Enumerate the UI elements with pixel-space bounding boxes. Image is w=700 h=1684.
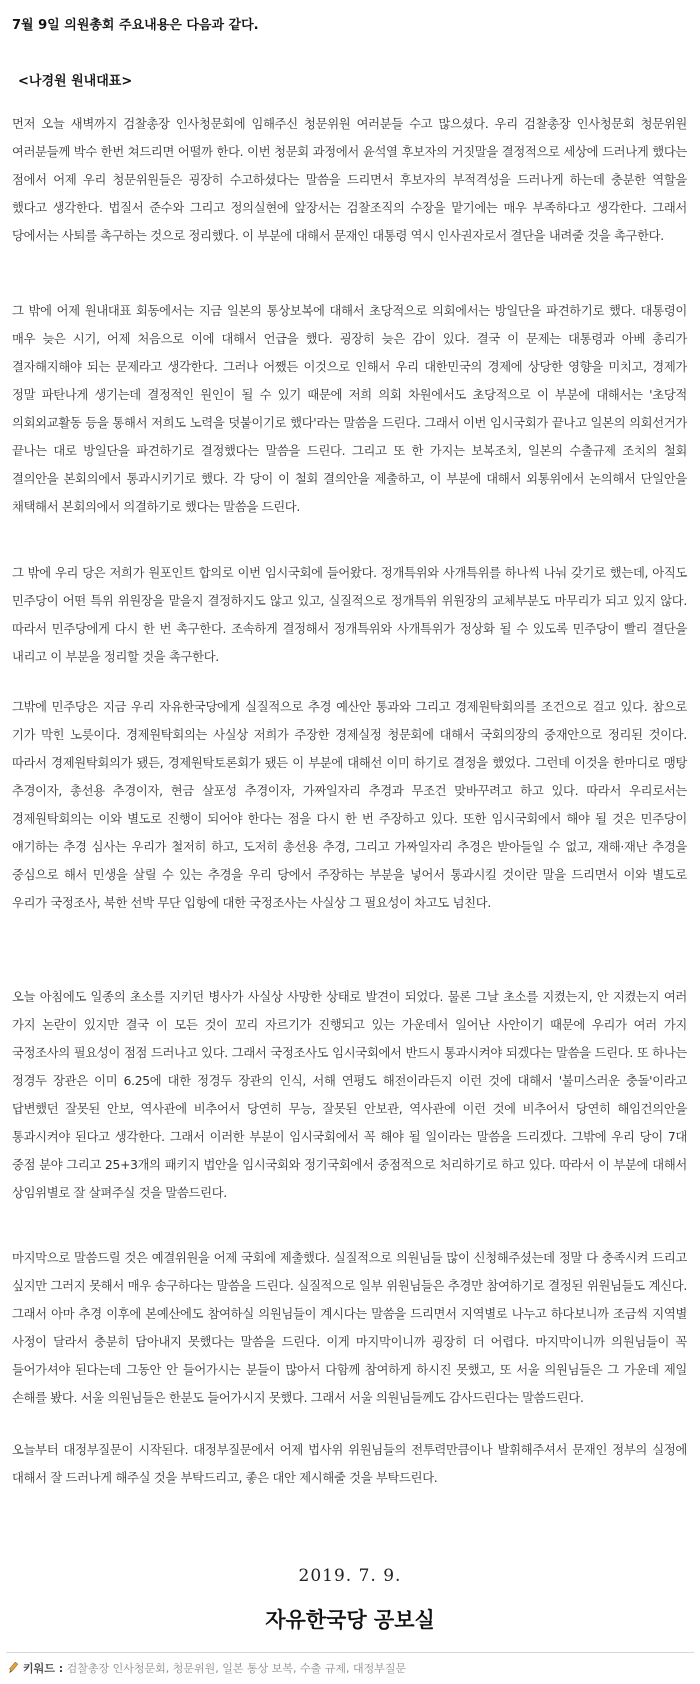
body-paragraph: 그 밖에 어제 원내대표 회동에서는 지금 일본의 통상보복에 대해서 초당적으로 의회에서는 방일단을 파견하기로 했다. 대통령이 매우 늦은 시기, 어제 처음으로 이에 대해서 언급을 했다. 굉장히 늦은 감이 있다. 결국 이 문제는 대통령과 아베 총리가 결자해지해야 되는 문제라고 생각한다. 그러나 어쨌든 이것으로 인해서 우리 대한민국의 경제에 상당한 영향을 미치고, 경제가 정말 파탄나게 생기는데 결정적인 원인이 될 수 있기 때문에 저희 의회 차원에서도 초당적으로 이 부분에 대해서는 '초당적 의회외교활동 등을 통해서 저희도 노력을 덧붙이기로 했다'라는 말씀을 드린다. 그래서 이번 임시국회가 끝나고 일본의 의회선거가 끝나는 대로 방일단을 파견하기로 결정했다는 말씀을 드린다. 그리고 또 한 가지는 보복조치, 일본의 수출규제 조치의 철회 결의안을 본회의에서 통과시키기로 했다. 각 당이 이 철회 결의안을 제출하고, 이 부분에 대해서 외통위에서 논의해서 단일안을 채택해서 본회의에서 의결하기로 했다는 말씀을 드린다. — [12, 304, 687, 514]
footer-divider — [6, 1652, 694, 1653]
body-paragraph: 그밖에 민주당은 지금 우리 자유한국당에게 실질적으로 추경 예산안 통과와 그리고 경제원탁회의를 조건으로 걸고 있다. 참으로 기가 막힌 노릇이다. 경제원탁회의는 사실상 저희가 주장한 경제실정 청문회에 대해서 국회의장의 중재안으로 정리된 것이다. 따라서 경제원탁회의가 됐든, 경제원탁토론회가 됐든 이 부분에 대해선 이미 하기로 결정을 했었다. 그런데 이것을 한마디로 맹탕 추경이자, 총선용 추경이자, 현금 살포성 추경이자, 가짜일자리 추경과 무조건 맞바꾸려고 하고 있다. 따라서 우리로서는 경제원탁회의는 이와 별도로 진행이 되어야 한다는 점을 다시 한 번 주장하고 있다. 또한 임시국회에서 해야 될 것은 민주당이 얘기하는 추경 심사는 우리가 철저히 하고, 도저히 총선용 추경, 그리고 가짜일자리 추경은 받아들일 수 없고, 재해·재난 추경을 중심으로 해서 민생을 살릴 수 있는 추경을 우리 당에서 주장하는 부분을 넣어서 통과시킬 것이란 말을 드리면서 이와 별도로 우리가 국정조사, 북한 선박 무단 입항에 대한 국정조사는 사실상 그 필요성이 차고도 넘친다. — [12, 700, 687, 910]
keywords-text: 검찰총장 인사청문회, 청문위원, 일본 통상 보복, 수출 규제, 대정부질문 — [66, 1662, 407, 1675]
organization-name: 자유한국당 공보실 — [265, 1608, 435, 1632]
release-date: 2019. 7. 9. — [298, 1566, 402, 1586]
body-paragraph: 오늘부터 대정부질문이 시작된다. 대정부질문에서 어제 법사위 위원님들의 전투력만큼이나 발휘해주셔서 문재인 정부의 실정에 대해서 잘 드러나게 해주실 것을 부탁드리고, 좋은 대안 제시해줄 것을 부탁드린다. — [12, 1443, 687, 1485]
body-paragraph: 먼저 오늘 새벽까지 검찰총장 인사청문회에 임해주신 청문위원 여러분들 수고 많으셨다. 우리 검찰총장 인사청문회 청문위원 여러분들께 박수 한번 쳐드리면 어떨까 한다. 이번 청문회 과정에서 윤석열 후보자의 거짓말을 결정적으로 세상에 드러나게 했다는 점에서 어제 우리 청문위원들은 굉장히 수고하셨다는 말씀을 드리면서 후보자의 부적격성을 드러나게 하는데 충분한 역할을 했다고 생각한다. 법질서 준수와 그리고 정의실현에 앞장서는 검찰조직의 수장을 맡기에는 매우 부족하다고 생각한다. 그래서 당에서는 사퇴를 촉구하는 것으로 정리했다. 이 부분에 대해서 문재인 대통령 역시 인사권자로서 결단을 내려줄 것을 촉구한다. — [12, 117, 687, 243]
keywords-label: 키워드 : — [23, 1662, 64, 1675]
pencil-icon — [8, 1662, 20, 1677]
keywords-row — [8, 1660, 406, 1677]
body-paragraph: 그 밖에 우리 당은 저희가 원포인트 합의로 이번 임시국회에 들어왔다. 정개특위와 사개특위를 하나씩 나눠 갖기로 했는데, 아직도 민주당이 어떤 특위 위원장을 맡을지 결정하지도 않고 있고, 실질적으로 정개특위 위원장의 교체부분도 마무리가 되고 있지 않다. 따라서 민주당에게 다시 한 번 촉구한다. 조속하게 결정해서 정개특위와 사개특위가 정상화 될 수 있도록 민주당이 빨리 결단을 내리고 이 부분을 정리할 것을 촉구한다. — [12, 566, 687, 664]
body-paragraph: 마지막으로 말씀드릴 것은 예결위원을 어제 국회에 제출했다. 실질적으로 의원님들 많이 신청해주셨는데 정말 다 충족시켜 드리고 싶지만 그러지 못해서 매우 송구하다는 말씀을 드린다. 실질적으로 일부 위원님들은 추경만 참여하기로 결정된 위원님들도 계신다. 그래서 아마 추경 이후에 본예산에도 참여하실 의원님들이 계시다는 말씀을 드리면서 지역별로 나누고 하다보니까 조금씩 지역별 사정이 달라서 충분히 담아내지 못했다는 말씀을 드린다. 이게 마지막이니까 굉장히 더 어렵다. 마지막이니까 의원님들이 꼭 들어가셔야 된다는데 그동안 안 들어가시는 분들이 많아서 다함께 참여하게 하시진 못했고, 또 서울 의원님들은 그 가운데 제일 손해를 봤다. 서울 의원님들은 한분도 들어가시지 못했다. 그래서 서울 의원님들께도 감사드린다는 말씀드린다. — [12, 1251, 687, 1405]
intro-line: 7월 9일 의원총회 주요내용은 다음과 같다. — [12, 18, 259, 33]
body-paragraph: 오늘 아침에도 일종의 초소를 지키던 병사가 사실상 사망한 상태로 발견이 되었다. 물론 그날 초소를 지켰는지, 안 지켰는지 여러 가지 논란이 있지만 결국 이 모든 것이 꼬리 자르기가 진행되고 있는 가운데서 일어난 사안이기 때문에 우리가 여러 가지 국정조사의 필요성이 점점 드러나고 있다. 그래서 국정조사도 임시국회에서 반드시 통과시켜야 되겠다는 말씀을 드린다. 또 하나는 정경두 장관은 이미 6.25에 대한 정경두 장관의 인식, 서해 연평도 해전이라든지 이런 것에 대해서 '불미스러운 충돌'이라고 답변했던 잘못된 안보, 역사관에 비추어서 당연히 무능, 잘못된 안보관, 역사관에 이런 것에 비추어서 당연히 해임건의안을 통과시켜야 된다고 생각한다. 그래서 이러한 부분이 임시국회에서 꼭 해야 될 일이라는 말씀을 드리겠다. 그밖에 우리 당이 7대 중점 분야 그리고 25+3개의 패키지 법안을 임시국회와 정기국회에서 중점적으로 처리하기로 하고 있다. 따라서 이 부분에 대해서 상임위별로 잘 살펴주실 것을 말씀드린다. — [12, 990, 687, 1200]
speaker-heading: <나경원 원내대표> — [18, 74, 133, 89]
